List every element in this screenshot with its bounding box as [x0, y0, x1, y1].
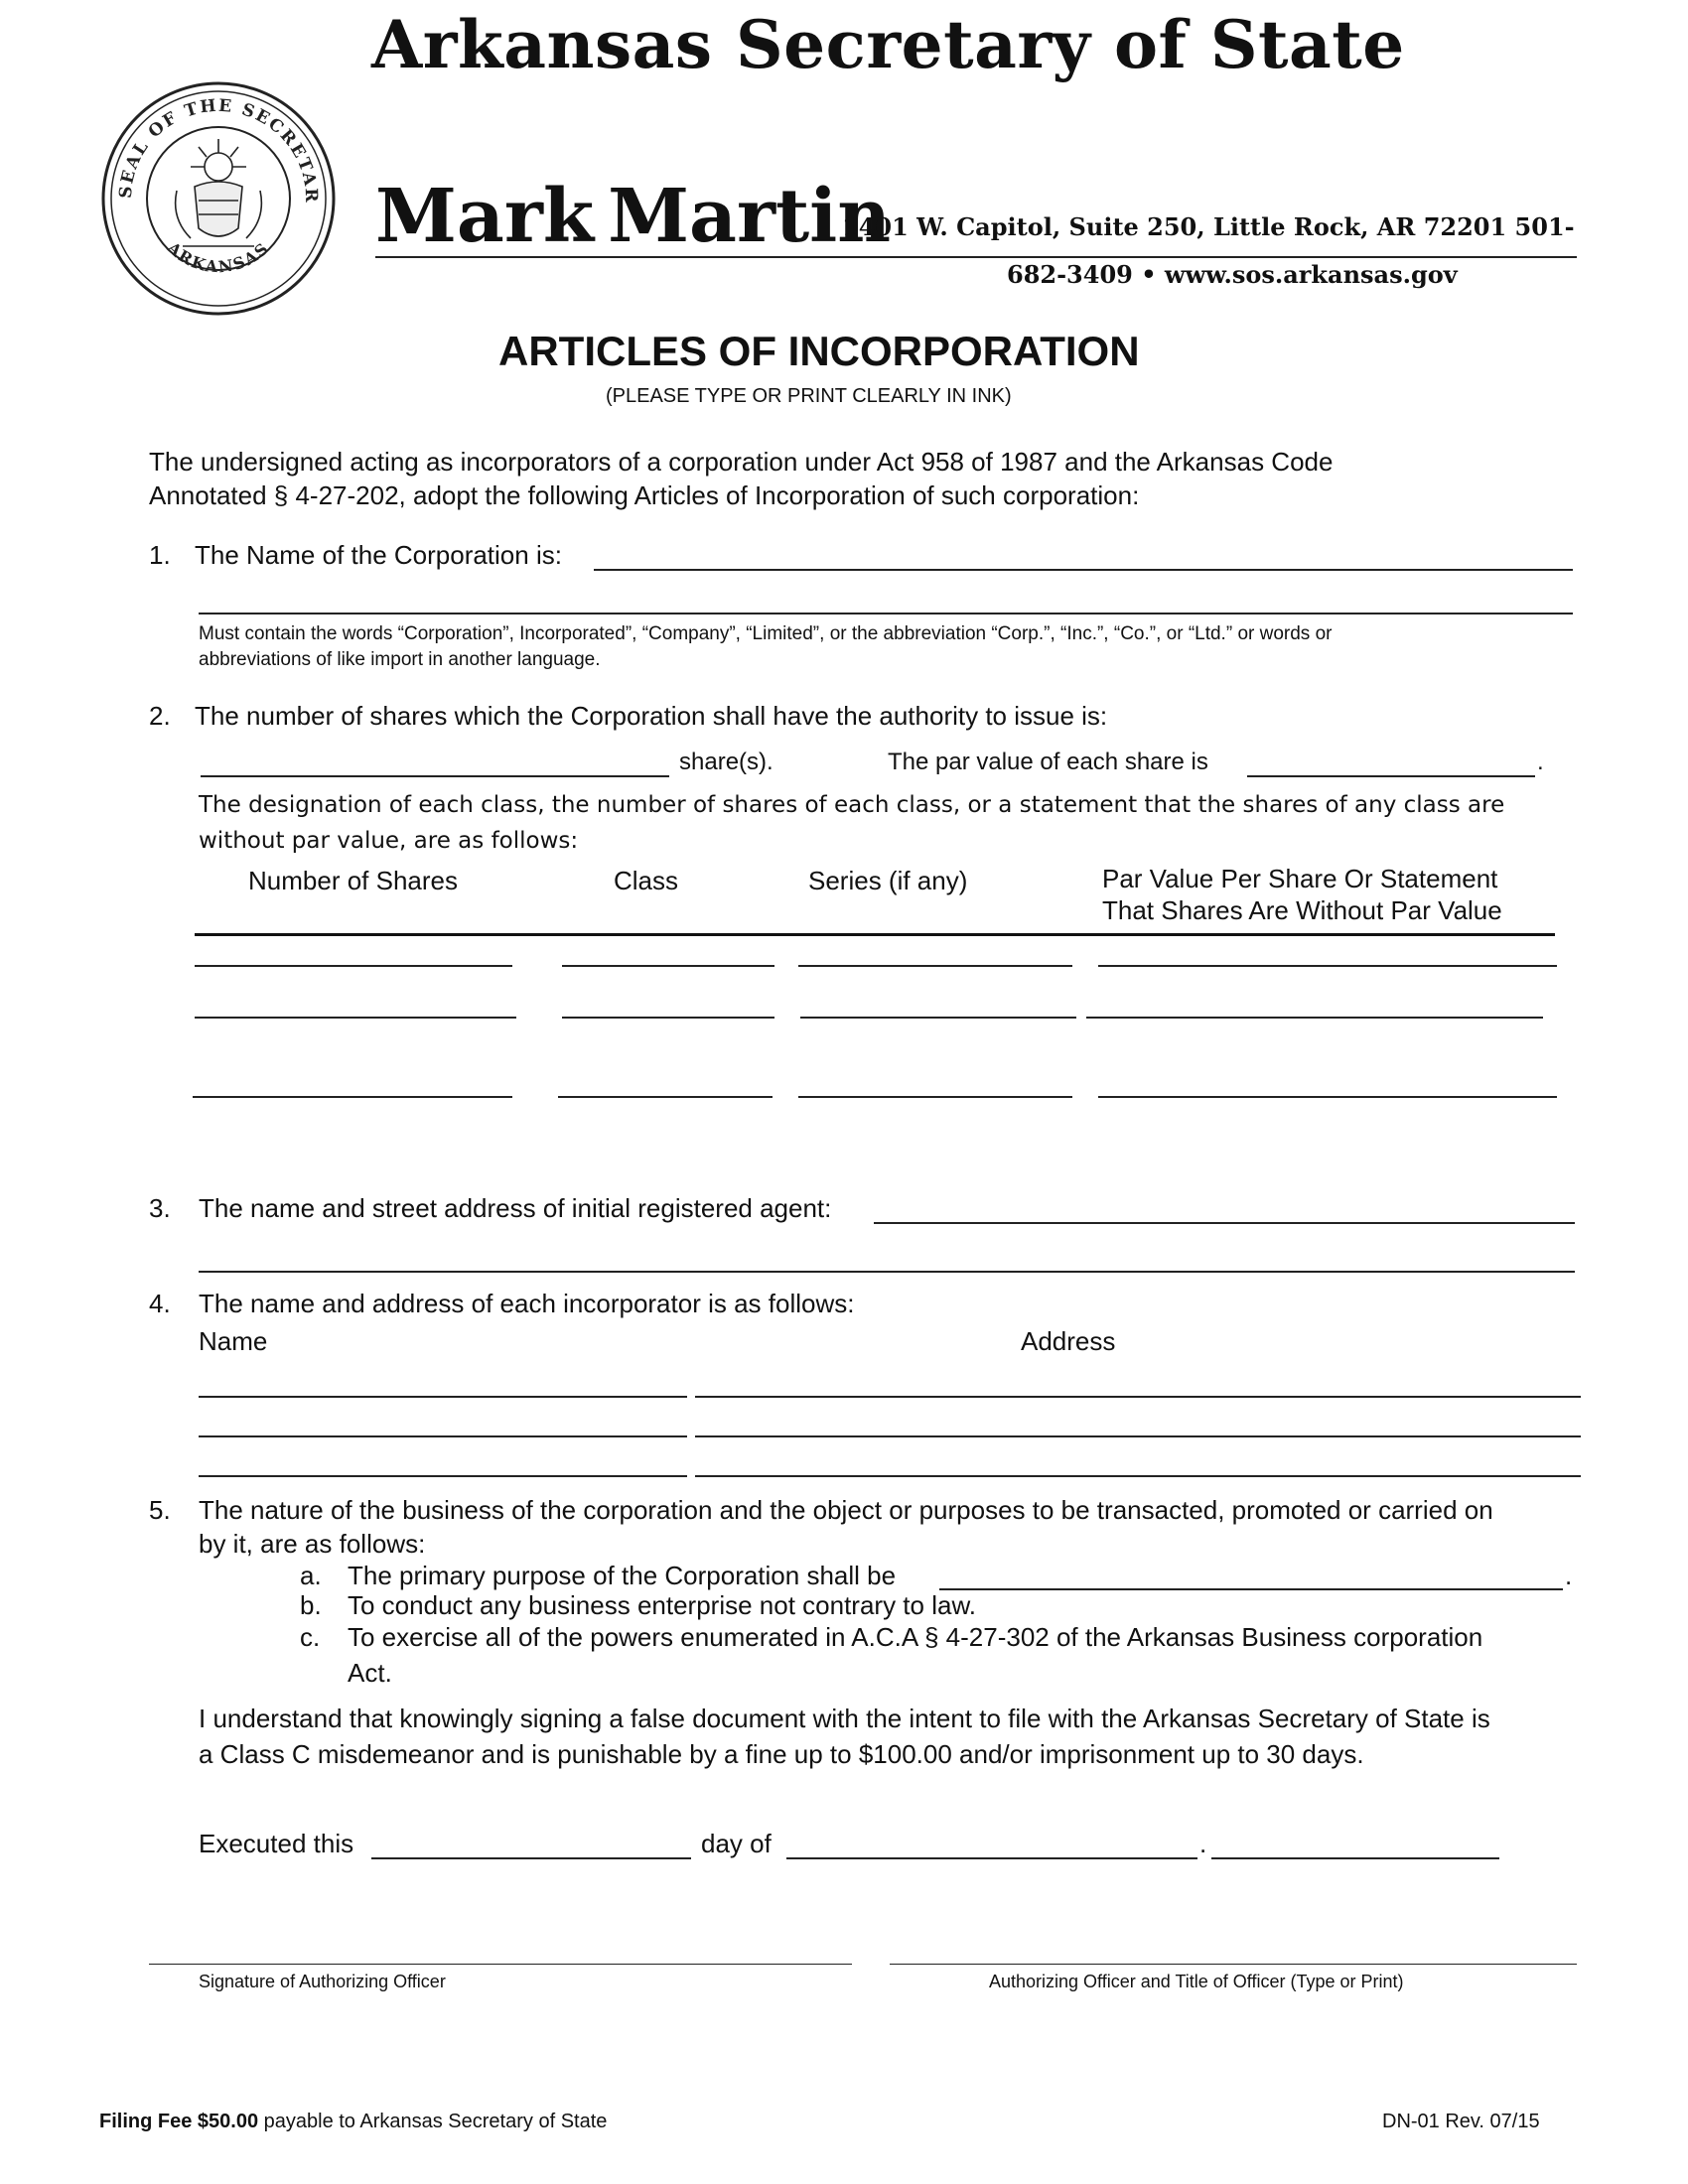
share-row-3-series-field[interactable] — [798, 1096, 1072, 1098]
section-5-number: 5. — [149, 1495, 171, 1525]
share-row-3-number-field[interactable] — [193, 1096, 512, 1098]
par-value-field[interactable] — [1247, 775, 1535, 777]
svg-text:ARKANSAS — [163, 237, 273, 276]
column-series: Series (if any) — [808, 866, 968, 895]
corporation-name-field-1[interactable] — [594, 569, 1573, 571]
execution-period: . — [1199, 1829, 1207, 1858]
column-class: Class — [614, 866, 679, 895]
secretary-of-state-seal — [99, 79, 338, 318]
intro-line-1: The undersigned acting as incorporators of a corporation under Act 958 of 1987 and the Arkansas Code — [149, 447, 1334, 477]
share-row-1-par-field[interactable] — [1098, 965, 1557, 967]
shares-suffix: share(s). — [679, 749, 774, 775]
filing-fee-amount: Filing Fee $50.00 — [99, 2111, 259, 2132]
corporation-name-field-2[interactable] — [199, 613, 1573, 614]
share-row-2-series-field[interactable] — [800, 1017, 1076, 1019]
section-2-label: The number of shares which the Corporation shall have the authority to issue is: — [195, 701, 1108, 731]
section-3-number: 3. — [149, 1193, 171, 1223]
incorporator-2-address-field[interactable] — [695, 1435, 1581, 1437]
section-1-number: 1. — [149, 540, 171, 570]
incorporator-name-header: Name — [199, 1326, 268, 1356]
seal-bottom-text: ARKANSAS — [163, 237, 274, 277]
registered-agent-field-1[interactable] — [874, 1222, 1575, 1224]
section-5-line-2: by it, are as follows: — [199, 1529, 426, 1559]
officer-title-caption: Authorizing Officer and Title of Officer (Type or Print) — [989, 1972, 1404, 1991]
item-a-letter: a. — [300, 1561, 322, 1590]
address-line-1: 1401 W. Capitol, Suite 250, Little Rock, AR 72201 501- — [842, 212, 1575, 241]
share-row-3-class-field[interactable] — [558, 1096, 773, 1098]
section-4-label: The name and address of each incorporator is as follows: — [199, 1289, 855, 1318]
form-id: DN-01 Rev. 07/15 — [1382, 2111, 1540, 2132]
share-row-3-par-field[interactable] — [1098, 1096, 1557, 1098]
item-c-line-2: Act. — [348, 1658, 392, 1688]
warning-line-2: a Class C misdemeanor and is punishable by a fine up to $100.00 and/or imprisonment up to 30 days. — [199, 1739, 1364, 1769]
incorporator-3-address-field[interactable] — [695, 1475, 1581, 1477]
par-value-period: . — [1537, 749, 1544, 775]
form-subtitle: (PLEASE TYPE OR PRINT CLEARLY IN INK) — [606, 385, 1012, 407]
share-row-2-par-field[interactable] — [1086, 1017, 1543, 1019]
officer-signature-field[interactable] — [149, 1964, 852, 1965]
filing-fee-note — [99, 2111, 607, 2133]
registered-agent-field-2[interactable] — [199, 1271, 1575, 1273]
item-b-text: To conduct any business enterprise not contrary to law. — [348, 1590, 977, 1620]
officer-title-field[interactable] — [890, 1964, 1577, 1965]
item-a-text: The primary purpose of the Corporation shall be — [348, 1561, 897, 1590]
section-2-number: 2. — [149, 701, 171, 731]
share-row-1-class-field[interactable] — [562, 965, 774, 967]
warning-line-1: I understand that knowingly signing a false document with the intent to file with the Arkansas Secretary of State is — [199, 1704, 1490, 1733]
incorporator-1-name-field[interactable] — [199, 1396, 687, 1398]
form-title: ARTICLES OF INCORPORATION — [498, 328, 1140, 374]
section-3-label: The name and street address of initial registered agent: — [199, 1193, 832, 1223]
executed-year-field[interactable] — [1211, 1857, 1499, 1859]
day-of-label: day of — [701, 1829, 772, 1858]
incorporator-1-address-field[interactable] — [695, 1396, 1581, 1398]
par-value-label: The par value of each share is — [888, 749, 1208, 775]
section-1-note-line-2: abbreviations of like import in another language. — [199, 649, 601, 670]
section-5-line-1: The nature of the business of the corporation and the object or purposes to be transacted, promoted or carried on — [199, 1495, 1493, 1525]
seal-outer-text: SEAL OF THE SECRETAR — [115, 95, 322, 205]
designation-line-2: without par value, are as follows: — [199, 828, 579, 854]
designation-line-1: The designation of each class, the number of shares of each class, or a statement that the shares of any class are — [199, 792, 1505, 818]
official-name — [375, 174, 892, 259]
primary-purpose-field[interactable] — [939, 1588, 1563, 1590]
share-row-1-series-field[interactable] — [798, 965, 1072, 967]
incorporator-3-name-field[interactable] — [199, 1475, 687, 1477]
column-par-value-line-2: That Shares Are Without Par Value — [1102, 895, 1502, 925]
executed-this-label: Executed this — [199, 1829, 354, 1858]
official-last-name: Martin — [608, 174, 892, 259]
section-1-label: The Name of the Corporation is: — [195, 540, 562, 570]
share-row-2-class-field[interactable] — [562, 1017, 774, 1019]
authorized-shares-field[interactable] — [201, 775, 669, 777]
share-table-header-rule — [195, 933, 1555, 936]
column-number-of-shares: Number of Shares — [248, 866, 458, 895]
header-rule — [375, 256, 1577, 258]
section-4-number: 4. — [149, 1289, 171, 1318]
section-1-note-line-1: Must contain the words “Corporation”, Incorporated”, “Company”, “Limited”, or the abbreviation “Corp.”, “Inc.”, “Co.”, or “Ltd.” or words or — [199, 623, 1333, 644]
filing-fee-payee: payable to Arkansas Secretary of State — [258, 2111, 608, 2132]
item-b-letter: b. — [300, 1590, 322, 1620]
executed-day-field[interactable] — [371, 1857, 691, 1859]
official-first-name: Mark — [375, 174, 595, 259]
signature-caption: Signature of Authorizing Officer — [199, 1972, 446, 1991]
incorporator-address-header: Address — [1021, 1326, 1116, 1356]
share-row-2-number-field[interactable] — [195, 1017, 516, 1019]
item-a-period: . — [1565, 1561, 1573, 1590]
item-c-letter: c. — [300, 1622, 321, 1652]
incorporator-2-name-field[interactable] — [199, 1435, 687, 1437]
address-line-2: 682-3409 • www.sos.arkansas.gov — [1007, 260, 1458, 289]
item-c-line-1: To exercise all of the powers enumerated in A.C.A § 4-27-302 of the Arkansas Business corporation — [348, 1622, 1483, 1652]
intro-line-2: Annotated § 4-27-202, adopt the following Articles of Incorporation of such corporation: — [149, 480, 1140, 510]
office-title: Arkansas Secretary of State — [371, 6, 1405, 83]
column-par-value-line-1: Par Value Per Share Or Statement — [1102, 864, 1498, 893]
executed-month-field[interactable] — [786, 1857, 1197, 1859]
share-row-1-number-field[interactable] — [195, 965, 512, 967]
